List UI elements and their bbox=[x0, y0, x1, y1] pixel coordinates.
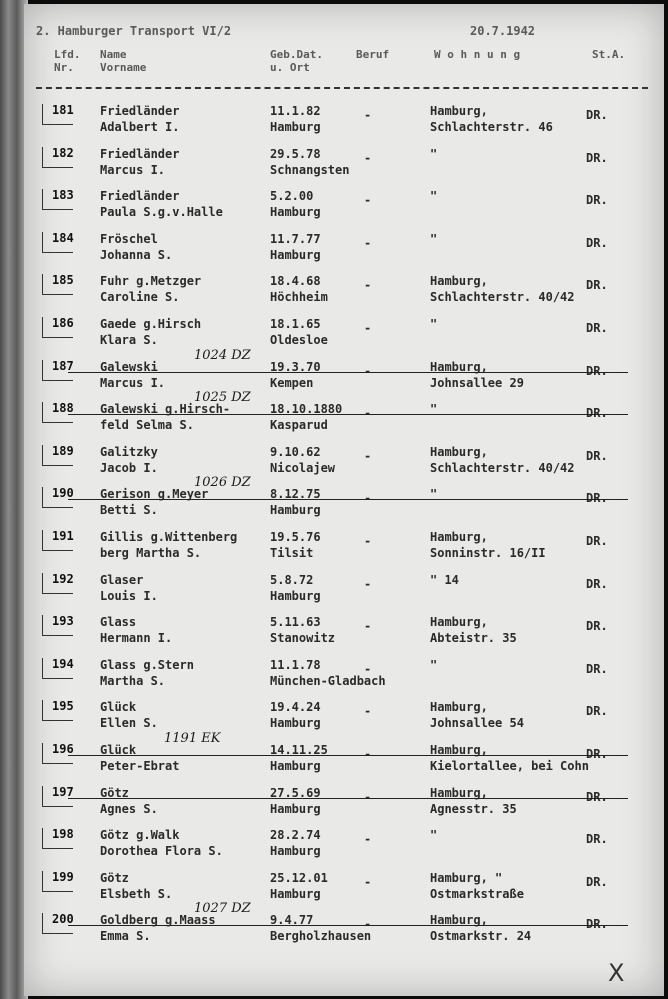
birth-place: Hamburg bbox=[270, 588, 321, 603]
birth-date: 29.5.78 bbox=[270, 146, 321, 161]
citizenship: DR. bbox=[586, 576, 608, 591]
occupation: - bbox=[364, 747, 372, 761]
birth-date: 18.1.65 bbox=[270, 317, 321, 331]
citizenship: DR. bbox=[586, 832, 608, 847]
address-city: Hamburg, bbox=[430, 359, 488, 374]
table-row bbox=[24, 573, 664, 615]
given-name: Ellen S. bbox=[100, 716, 158, 731]
citizenship: DR. bbox=[586, 874, 608, 889]
address-city: Hamburg, bbox=[430, 104, 488, 118]
surname: Fröschel bbox=[100, 231, 158, 246]
given-name: Adalbert I. bbox=[100, 120, 180, 134]
given-name: Jacob I. bbox=[100, 460, 158, 475]
col-header-nr-2: Nr. bbox=[54, 61, 74, 74]
citizenship: DR. bbox=[586, 278, 608, 293]
birth-date: 14.11.25 bbox=[270, 743, 328, 757]
birth-place: Nicolajew bbox=[270, 460, 336, 475]
address-city: " bbox=[430, 146, 438, 161]
address-city: Hamburg, bbox=[430, 785, 488, 800]
birth-place: Kempen bbox=[270, 375, 314, 390]
address-city: " 14 bbox=[430, 572, 459, 587]
birth-date: 27.5.69 bbox=[270, 785, 321, 800]
row-number: 200 bbox=[52, 912, 74, 927]
col-header-geb-2: u. Ort bbox=[270, 61, 310, 74]
birth-place: Hamburg bbox=[270, 716, 321, 731]
row-number: 183 bbox=[52, 188, 74, 203]
address-street: Johnsallee 29 bbox=[430, 375, 524, 390]
surname: Gerison g.Meyer bbox=[100, 487, 209, 502]
table-row bbox=[24, 786, 664, 828]
given-name: Martha S. bbox=[100, 673, 166, 688]
citizenship: DR. bbox=[586, 150, 608, 165]
row-number: 187 bbox=[52, 358, 74, 373]
birth-place: Hamburg bbox=[270, 801, 321, 816]
surname: Galewski bbox=[100, 359, 158, 374]
address-city: " bbox=[430, 402, 438, 417]
birth-place: Schnangsten bbox=[270, 162, 350, 177]
citizenship: DR. bbox=[586, 661, 608, 676]
given-name: Klara S. bbox=[100, 333, 158, 347]
birth-date: 5.11.63 bbox=[270, 615, 321, 630]
margin-mark: X bbox=[608, 959, 625, 987]
row-number: 190 bbox=[52, 486, 74, 501]
row-number: 186 bbox=[52, 316, 74, 330]
address-city: " bbox=[430, 487, 438, 502]
surname: Glück bbox=[100, 743, 137, 757]
address-city: Hamburg, bbox=[430, 274, 488, 289]
given-name: Marcus I. bbox=[100, 375, 166, 390]
birth-place: Hamburg bbox=[270, 503, 321, 518]
birth-place: Hamburg bbox=[270, 247, 321, 262]
surname: Galewski g.Hirsch- bbox=[100, 402, 231, 417]
citizenship: DR. bbox=[586, 747, 608, 761]
table-row bbox=[24, 658, 664, 700]
occupation: - bbox=[364, 278, 372, 293]
citizenship: DR. bbox=[586, 448, 608, 463]
row-number: 192 bbox=[52, 571, 74, 586]
given-name: Johanna S. bbox=[100, 247, 173, 262]
table-row bbox=[24, 347, 664, 402]
given-name: Caroline S. bbox=[100, 290, 180, 305]
handwritten-note: 1026 DZ bbox=[194, 475, 251, 491]
birth-place: München-Gladbach bbox=[270, 673, 386, 688]
occupation: - bbox=[364, 321, 372, 335]
address-street: Agnesstr. 35 bbox=[430, 801, 517, 816]
surname: Galitzky bbox=[100, 444, 158, 459]
address-city: " bbox=[430, 231, 438, 246]
table-row bbox=[24, 390, 664, 444]
col-header-name-1: Name bbox=[100, 48, 127, 61]
address-street: Abteistr. 35 bbox=[430, 631, 517, 646]
birth-date: 25.12.01 bbox=[270, 870, 328, 885]
citizenship: DR. bbox=[586, 789, 608, 804]
birth-date: 11.1.78 bbox=[270, 657, 321, 672]
citizenship: DR. bbox=[586, 534, 608, 548]
row-number: 191 bbox=[52, 529, 74, 543]
occupation: - bbox=[364, 448, 372, 463]
row-number: 197 bbox=[52, 784, 74, 799]
birth-date: 18.10.1880 bbox=[270, 402, 343, 417]
birth-date: 19.3.70 bbox=[270, 359, 321, 374]
birth-place: Kasparud bbox=[270, 418, 328, 433]
address-city: Hamburg, bbox=[430, 913, 488, 928]
table-row bbox=[24, 828, 664, 870]
address-street: Sonninstr. 16/II bbox=[430, 546, 546, 560]
surname: Glass g.Stern bbox=[100, 657, 194, 672]
surname: Glaser bbox=[100, 572, 144, 587]
col-header-nr-1: Lfd. bbox=[54, 48, 81, 61]
surname: Friedländer bbox=[100, 146, 180, 161]
occupation: - bbox=[364, 534, 372, 548]
row-number: 194 bbox=[52, 656, 74, 671]
birth-date: 9.10.62 bbox=[270, 444, 321, 459]
birth-date: 5.8.72 bbox=[270, 572, 314, 587]
citizenship: DR. bbox=[586, 235, 608, 250]
col-header-geb-1: Geb.Dat. bbox=[270, 48, 323, 61]
table-row bbox=[24, 274, 664, 316]
strike-through-line bbox=[68, 372, 628, 373]
table-row bbox=[24, 104, 664, 146]
given-name: Louis I. bbox=[100, 588, 158, 603]
given-name: Marcus I. bbox=[100, 162, 166, 177]
table-row bbox=[24, 475, 664, 529]
address-street: Johnsallee 54 bbox=[430, 716, 524, 731]
row-number: 181 bbox=[52, 103, 74, 117]
address-street: Ostmarkstraße bbox=[430, 886, 524, 901]
strike-through-line bbox=[68, 925, 628, 926]
table-row bbox=[24, 147, 664, 189]
handwritten-note: 1024 DZ bbox=[194, 347, 251, 363]
birth-date: 18.4.68 bbox=[270, 274, 321, 289]
birth-date: 28.2.74 bbox=[270, 828, 321, 843]
address-street: Schlachterstr. 46 bbox=[430, 120, 553, 134]
occupation: - bbox=[364, 874, 372, 889]
handwritten-note: 1027 DZ bbox=[194, 901, 251, 917]
table-row bbox=[24, 232, 664, 274]
row-number: 199 bbox=[52, 869, 74, 884]
strike-through-line bbox=[68, 798, 628, 799]
row-number: 184 bbox=[52, 230, 74, 245]
row-number: 196 bbox=[52, 742, 74, 756]
surname: Götz bbox=[100, 870, 129, 885]
occupation: - bbox=[364, 363, 372, 378]
table-row bbox=[24, 901, 664, 955]
surname: Fuhr g.Metzger bbox=[100, 274, 202, 289]
row-number: 198 bbox=[52, 827, 74, 842]
address-city: " bbox=[430, 828, 438, 843]
occupation: - bbox=[364, 704, 372, 719]
table-row bbox=[24, 615, 664, 657]
occupation: - bbox=[364, 661, 372, 676]
occupation: - bbox=[364, 235, 372, 250]
table-row bbox=[24, 700, 664, 742]
given-name: berg Martha S. bbox=[100, 546, 202, 560]
birth-place: Höchheim bbox=[270, 290, 328, 305]
occupation: - bbox=[364, 108, 372, 122]
birth-date: 5.2.00 bbox=[270, 189, 314, 204]
birth-place: Hamburg bbox=[270, 205, 321, 220]
row-number: 189 bbox=[52, 443, 74, 458]
address-city: Hamburg, bbox=[430, 615, 488, 630]
citizenship: DR. bbox=[586, 619, 608, 634]
address-city: Hamburg, bbox=[430, 444, 488, 459]
table-row bbox=[24, 189, 664, 231]
address-city: " bbox=[430, 189, 438, 204]
birth-place: Stanowitz bbox=[270, 631, 336, 646]
document-date: 20.7.1942 bbox=[470, 24, 536, 38]
col-header-sta: St.A. bbox=[592, 48, 626, 61]
occupation: - bbox=[364, 193, 372, 208]
citizenship: DR. bbox=[586, 108, 608, 122]
surname: Goldberg g.Maass bbox=[100, 913, 216, 928]
surname: Gillis g.Wittenberg bbox=[100, 530, 238, 544]
occupation: - bbox=[364, 576, 372, 591]
handwritten-note: 1025 DZ bbox=[194, 390, 251, 406]
strike-through-line bbox=[68, 755, 628, 756]
birth-date: 19.4.24 bbox=[270, 700, 321, 715]
document-page bbox=[24, 4, 664, 996]
citizenship: DR. bbox=[586, 406, 608, 421]
occupation: - bbox=[364, 406, 372, 421]
birth-date: 9.4.77 bbox=[270, 913, 314, 928]
given-name: Paula S.g.v.Halle bbox=[100, 205, 223, 220]
occupation: - bbox=[364, 491, 372, 506]
birth-place: Hamburg bbox=[270, 120, 321, 134]
table-row bbox=[24, 317, 664, 359]
birth-place: Oldesloe bbox=[270, 333, 328, 347]
citizenship: DR. bbox=[586, 491, 608, 506]
table-row bbox=[24, 445, 664, 487]
address-street: Kielortallee, bei Cohn bbox=[430, 759, 589, 773]
citizenship: DR. bbox=[586, 917, 608, 932]
birth-date: 11.1.82 bbox=[270, 104, 321, 118]
address-city: Hamburg, bbox=[430, 530, 488, 544]
given-name: Peter-Ebrat bbox=[100, 759, 180, 773]
surname: Glück bbox=[100, 700, 137, 715]
address-street: Schlachterstr. 40/42 bbox=[430, 290, 575, 305]
document-title: 2. Hamburger Transport VI/2 bbox=[36, 24, 232, 38]
address-city: " bbox=[430, 657, 438, 672]
given-name: Emma S. bbox=[100, 929, 151, 944]
row-number: 182 bbox=[52, 145, 74, 160]
surname: Friedländer bbox=[100, 189, 180, 204]
surname: Friedländer bbox=[100, 104, 180, 118]
birth-place: Hamburg bbox=[270, 844, 321, 859]
given-name: Dorothea Flora S. bbox=[100, 844, 223, 859]
handwritten-note: 1191 EK bbox=[164, 731, 221, 746]
citizenship: DR. bbox=[586, 321, 608, 335]
table-row bbox=[24, 530, 664, 572]
given-name: Betti S. bbox=[100, 503, 158, 518]
address-city: Hamburg, " bbox=[430, 870, 503, 885]
birth-place: Hamburg bbox=[270, 759, 321, 773]
address-city: Hamburg, bbox=[430, 743, 488, 757]
given-name: Hermann I. bbox=[100, 631, 173, 646]
citizenship: DR. bbox=[586, 704, 608, 719]
address-city: Hamburg, bbox=[430, 700, 488, 715]
given-name: Elsbeth S. bbox=[100, 886, 173, 901]
table-row bbox=[24, 871, 664, 913]
occupation: - bbox=[364, 150, 372, 165]
birth-date: 8.12.75 bbox=[270, 487, 321, 502]
col-header-wohnung: W o h n u n g bbox=[434, 48, 521, 61]
row-number: 195 bbox=[52, 699, 74, 714]
header-divider bbox=[36, 87, 648, 89]
birth-place: Tilsit bbox=[270, 546, 314, 560]
birth-place: Bergholzhausen bbox=[270, 929, 372, 944]
given-name: feld Selma S. bbox=[100, 418, 194, 433]
occupation: - bbox=[364, 832, 372, 847]
strike-through-line bbox=[68, 499, 628, 500]
strike-through-line bbox=[68, 414, 628, 415]
given-name: Agnes S. bbox=[100, 801, 158, 816]
row-number: 185 bbox=[52, 273, 74, 288]
surname: Götz bbox=[100, 785, 129, 800]
row-number: 193 bbox=[52, 614, 74, 629]
address-city: " bbox=[430, 317, 438, 331]
surname: Götz g.Walk bbox=[100, 828, 180, 843]
col-header-name-2: Vorname bbox=[100, 61, 147, 74]
birth-place: Hamburg bbox=[270, 886, 321, 901]
address-street: Ostmarkstr. 24 bbox=[430, 929, 532, 944]
birth-date: 11.7.77 bbox=[270, 231, 321, 246]
address-street: Schlachterstr. 40/42 bbox=[430, 460, 575, 475]
citizenship: DR. bbox=[586, 363, 608, 378]
col-header-beruf: Beruf bbox=[356, 48, 390, 61]
surname: Gaede g.Hirsch bbox=[100, 317, 202, 331]
occupation: - bbox=[364, 917, 372, 932]
table-row bbox=[24, 731, 664, 785]
citizenship: DR. bbox=[586, 193, 608, 208]
surname: Glass bbox=[100, 615, 137, 630]
birth-date: 19.5.76 bbox=[270, 530, 321, 544]
occupation: - bbox=[364, 619, 372, 634]
row-number: 188 bbox=[52, 401, 74, 416]
occupation: - bbox=[364, 789, 372, 804]
